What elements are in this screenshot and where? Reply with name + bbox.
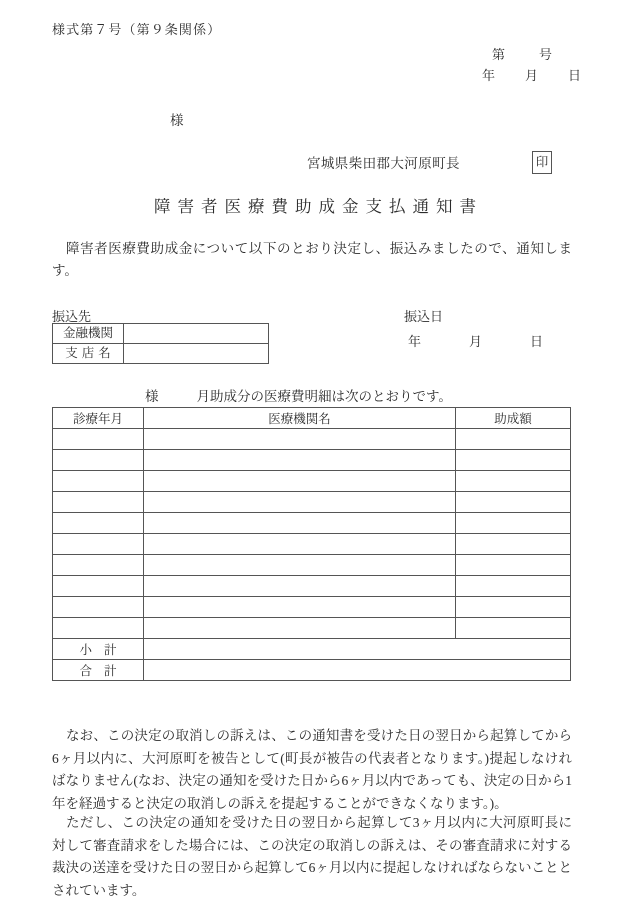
cell-treatment-month[interactable] — [53, 597, 144, 618]
addressee-line: 様 — [170, 113, 184, 128]
transfer-date-label: 振込日 — [404, 309, 444, 324]
bank-account-table — [52, 323, 269, 364]
cell-institution[interactable] — [144, 450, 456, 471]
cell-treatment-month[interactable] — [53, 492, 144, 513]
table-header-row — [53, 408, 571, 429]
cell-institution[interactable] — [144, 618, 456, 639]
bank-institution-label-text: 金融機関 — [62, 326, 113, 340]
table-row-subtotal — [53, 639, 571, 660]
footer-note-review-request: ただし、この決定の通知を受けた日の翌日から起算して3ヶ月以内に大河原町長に対して審査請求をした場合には、この決定の取消しの訴えは、その審査請求に対する裁決の送達を受けた日の翌日から起算して6ヶ月以内に提起しなければならないこととされています。 — [52, 815, 572, 898]
table-row-total — [53, 660, 571, 681]
document-date-line — [482, 65, 581, 84]
detail-intro-line — [145, 385, 452, 405]
issuer-name: 宮城県柴田郡大河原町長 — [307, 156, 460, 171]
table-row — [53, 576, 571, 597]
column-header-amount: 助成額 — [456, 408, 571, 429]
cell-institution[interactable] — [144, 471, 456, 492]
column-header-institution: 医療機関名 — [144, 408, 456, 429]
cell-institution[interactable] — [144, 576, 456, 597]
transfer-date-year: 年 — [408, 334, 422, 349]
cell-amount[interactable] — [456, 555, 571, 576]
bank-branch-value[interactable] — [124, 344, 269, 364]
cell-institution[interactable] — [144, 429, 456, 450]
table-row — [53, 324, 269, 344]
cell-treatment-month[interactable] — [53, 576, 144, 597]
transfer-date-fields — [408, 331, 543, 350]
document-number-prefix: 第 — [492, 47, 506, 62]
table-row — [53, 429, 571, 450]
cell-amount[interactable] — [456, 492, 571, 513]
transfer-destination-label: 振込先 — [52, 309, 92, 324]
table-row — [53, 492, 571, 513]
cell-treatment-month[interactable] — [53, 534, 144, 555]
table-row — [53, 597, 571, 618]
document-date-day: 日 — [568, 68, 582, 83]
cell-amount[interactable] — [456, 576, 571, 597]
cell-amount[interactable] — [456, 534, 571, 555]
document-date-year: 年 — [482, 68, 496, 83]
cell-amount[interactable] — [456, 450, 571, 471]
total-label — [53, 660, 144, 681]
seal-stamp-box: 印 — [532, 151, 552, 174]
bank-branch-label-text: 支店名 — [65, 346, 115, 360]
document-number-line — [492, 44, 552, 63]
form-number: 様式第７号（第９条関係） — [52, 22, 222, 37]
cell-treatment-month[interactable] — [53, 450, 144, 471]
table-row — [53, 513, 571, 534]
subtotal-label-text: 小計 — [79, 643, 129, 657]
footer-note-lawsuit: なお、この決定の取消しの訴えは、この通知書を受けた日の翌日から起算してから6ヶ月以内に、大河原町を被告として(町長が被告の代表者となります。)提起しなければなりません(なお、決定の通知を受けた日から6ヶ月以内であっても、決定の日から1年を経過すると決定の取消しの訴えを提起することができなくなります。)。 — [52, 728, 572, 811]
bank-institution-value[interactable] — [124, 324, 269, 344]
cell-institution[interactable] — [144, 534, 456, 555]
cell-treatment-month[interactable] — [53, 471, 144, 492]
subtotal-value[interactable] — [144, 639, 571, 660]
medical-detail-table — [52, 407, 571, 681]
table-row — [53, 471, 571, 492]
total-label-text: 合計 — [79, 664, 129, 678]
intro-paragraph: 障害者医療費助成金について以下のとおり決定し、振込みましたので、通知します。 — [52, 241, 572, 278]
cell-institution[interactable] — [144, 513, 456, 534]
column-header-treatment-month: 診療年月 — [53, 408, 144, 429]
cell-treatment-month[interactable] — [53, 555, 144, 576]
transfer-date-month: 月 — [469, 334, 483, 349]
table-row — [53, 618, 571, 639]
cell-amount[interactable] — [456, 597, 571, 618]
detail-intro-rest: 月助成分の医療費明細は次のとおりです。 — [196, 389, 452, 404]
cell-amount[interactable] — [456, 513, 571, 534]
cell-institution[interactable] — [144, 597, 456, 618]
table-row — [53, 450, 571, 471]
cell-institution[interactable] — [144, 555, 456, 576]
cell-amount[interactable] — [456, 429, 571, 450]
transfer-date-day: 日 — [530, 334, 544, 349]
bank-branch-label — [53, 344, 124, 364]
bank-institution-label — [53, 324, 124, 344]
subtotal-label — [53, 639, 144, 660]
document-date-month: 月 — [525, 68, 539, 83]
table-row — [53, 534, 571, 555]
cell-amount[interactable] — [456, 618, 571, 639]
total-value[interactable] — [144, 660, 571, 681]
detail-intro-prefix: 様 — [145, 389, 159, 404]
document-number-suffix: 号 — [539, 47, 553, 62]
table-row — [53, 344, 269, 364]
cell-institution[interactable] — [144, 492, 456, 513]
cell-amount[interactable] — [456, 471, 571, 492]
table-row — [53, 555, 571, 576]
cell-treatment-month[interactable] — [53, 513, 144, 534]
cell-treatment-month[interactable] — [53, 618, 144, 639]
page-title: 障害者医療費助成金支払通知書 — [154, 197, 483, 216]
cell-treatment-month[interactable] — [53, 429, 144, 450]
